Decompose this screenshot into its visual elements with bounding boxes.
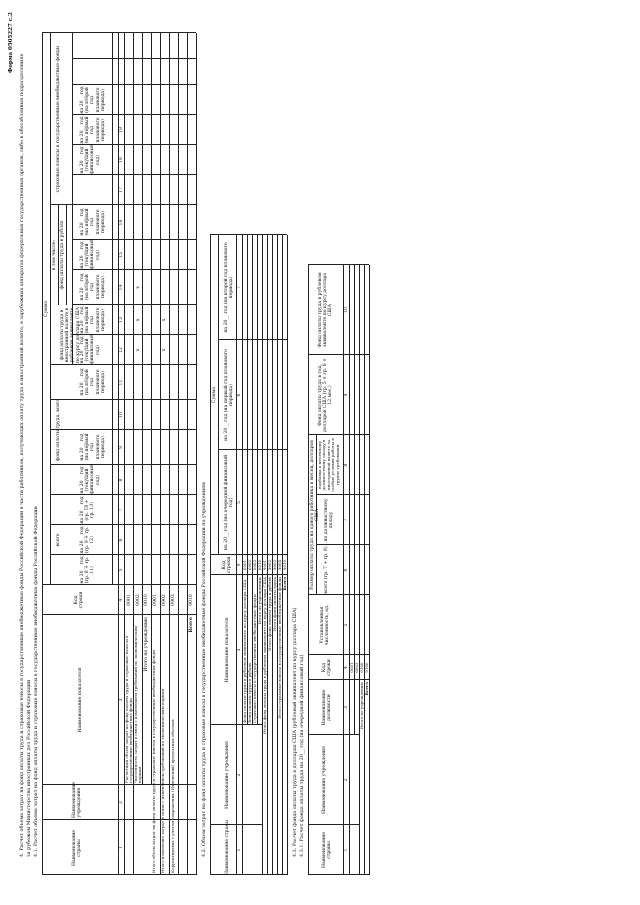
t41-colnum: 3 bbox=[119, 698, 124, 702]
t41-y0-c: на 20__ год (текущий финансовый год) bbox=[80, 333, 101, 364]
t41-colnum: 11 bbox=[119, 379, 124, 386]
t41-colnum: 13 bbox=[119, 317, 124, 323]
t41-h-rub: фонд оплаты труда в рублях bbox=[60, 220, 65, 290]
t431-colnum: 1 bbox=[344, 848, 349, 852]
t431-colnum: 2 bbox=[344, 778, 349, 782]
t41-colnum: 16 bbox=[119, 219, 124, 226]
t42-colnum: 5 bbox=[237, 501, 242, 504]
t431-h-allowance: надбавка к месячному должностному окладу в иностранной валюте за особые условия работы в группе требований bbox=[317, 438, 340, 492]
t42-colnum: 7 bbox=[237, 286, 242, 289]
t42-row-label: Итого по учреждению bbox=[257, 577, 262, 625]
t41-y0-d: на 20__ год (текущий финансовый год) bbox=[80, 238, 101, 269]
section-41-heading: 4.1. Расчет объема затрат на фонд оплаты труда и страховые взносы в государственные внебюджетные фонды Российской Федерации bbox=[33, 506, 39, 857]
t42-h-sum: Сумма bbox=[212, 386, 217, 404]
t41-y0-a: на 20__ год (гр. 8 + гр. 11) bbox=[80, 556, 96, 584]
t41-y2-b: на 20__ год (на второй год планового периода) bbox=[80, 368, 106, 396]
t41-colnum: 8 bbox=[119, 478, 124, 482]
t41-row-label: Итого по учреждению bbox=[144, 617, 149, 672]
t431-h-salary: Размер оплаты труда на одного работника в месяц, долларов США bbox=[310, 440, 321, 590]
t41-y2-c: на 20__ год (на второй год планового периода) bbox=[80, 273, 106, 301]
t41-y1-a: на 20__ год (гр. 9 + гр. 12) bbox=[80, 526, 96, 554]
t41-y1-c: на 20__ год (на первый год планового периода) bbox=[80, 306, 106, 334]
t431-h-position: Наименование должности bbox=[322, 689, 333, 726]
t431-colnum: 9 bbox=[344, 393, 349, 397]
t41-colnum: 12 bbox=[119, 347, 124, 353]
t431-h-fund-rub: Фонд оплаты труда в рублевом эквиваленте по курсу доллара США bbox=[318, 272, 334, 348]
t41-h-country: Наименование страны bbox=[72, 829, 83, 867]
t41-colnum: 2 bbox=[119, 801, 124, 804]
t431-h-official: по должностному окладу bbox=[324, 498, 335, 542]
t42-row-code: 9003 bbox=[272, 559, 277, 571]
t41-row-label: Корректировка с учетом сокращения (Изменений) предельных объемов bbox=[170, 719, 175, 873]
t431-h-code: Код строки bbox=[322, 659, 333, 676]
t431-h-institution: Наименование учреждения bbox=[322, 746, 327, 814]
t42-row-code: 9010 bbox=[282, 559, 287, 571]
t42-row-code: 9002 bbox=[267, 559, 272, 571]
t431-colnum: 3 bbox=[344, 706, 349, 709]
t431-row-label: Итого по учреждению bbox=[359, 682, 364, 730]
x-mark: х bbox=[162, 348, 167, 352]
t42-h-y2: на 20__ год (на второй год планового периода) bbox=[224, 242, 235, 333]
t41-y1-e: на 20__ год (на первый год планового периода) bbox=[80, 116, 106, 144]
section-431-heading: 4.3.1. Расчет фонда оплаты труда на 20__ год (на очередной финансовый год) bbox=[299, 654, 305, 857]
t42-row-label: Итого фонд оплаты труда в рублях bbox=[267, 577, 272, 651]
section-4-heading-cont: за рубежом Министерства иностранных дел Российской Федерации bbox=[26, 679, 32, 857]
t41-row-code: 0903 bbox=[171, 594, 176, 606]
t41-colnum: 10 bbox=[119, 412, 124, 418]
t42-colnum: 6 bbox=[237, 393, 242, 397]
section-4-heading: 4. Расчет объема затрат на фонд оплаты труда и страховые взносы в государственные внебюджетные фонды Российской Федерации в части работников, получающих оплату труда в иностранной валюте, в зарубежных аппаратах федеральных государственных органов, либо в обособленных подразделениях bbox=[19, 53, 25, 857]
t431-h-country: Наименование страны bbox=[322, 831, 333, 869]
t42-row-code: 0003 bbox=[252, 559, 257, 571]
t41-colnum: 6 bbox=[119, 538, 124, 542]
t42-h-code: Код строки bbox=[222, 556, 233, 574]
t41-colnum: 5 bbox=[119, 568, 124, 572]
t41-h-code: Код строки bbox=[74, 591, 85, 609]
t431-colnum: 8 bbox=[344, 463, 349, 467]
t41-row-code: 9010 bbox=[189, 594, 194, 606]
t41-colnum: 15 bbox=[119, 252, 124, 258]
t42-row-code: 0010 bbox=[257, 559, 262, 571]
t42-colnum: 1 bbox=[237, 848, 242, 852]
t41-h-fot-total: фонд оплаты труда, всего bbox=[56, 398, 61, 462]
t42-row-code: 9001 bbox=[262, 559, 267, 571]
t42-row-label: Фонд оплаты труда в рублях bbox=[247, 662, 252, 723]
t431-row-code: 0002 bbox=[354, 662, 359, 673]
t431-colnum: 5 bbox=[344, 623, 349, 627]
t42-colnum: 2 bbox=[237, 773, 242, 777]
t41-h-indicator: Наименование показателя bbox=[78, 667, 83, 733]
t41-colnum: 4 bbox=[119, 598, 124, 602]
t42-row-code: 0002 bbox=[247, 559, 252, 571]
t431-colnum: 7 bbox=[344, 518, 349, 522]
t42-row-label: Итого фонд оплаты труда в рублевом эквиваленте по курсу доллара США bbox=[262, 577, 267, 735]
t42-row-label: Фонд оплаты труда в рублевом эквиваленте по курсу доллара США bbox=[242, 579, 247, 723]
t41-colnum: 9 bbox=[119, 446, 124, 449]
t41-row-code: 0901 bbox=[153, 594, 158, 606]
t42-h-institution: Наименование учреждения bbox=[225, 741, 230, 809]
t431-row-code: 0100 bbox=[359, 662, 364, 673]
t41-h-ins: страховые взносы в государственные внебюджетные фонды bbox=[56, 45, 61, 193]
t41-row-code: 0002 bbox=[136, 594, 141, 606]
t42-h-country: Наименование страны bbox=[225, 819, 230, 875]
t431-colnum: 6 bbox=[344, 568, 349, 572]
t41-row-code: 0010 bbox=[144, 594, 149, 606]
t41-h-foreign: фонд оплаты труда в иностранной валюте в рублевом эквиваленте по курсу доллара США bbox=[60, 306, 81, 364]
t41-row-label: Итого объем затрат на фонд оплаты труда и страховые взносы в государственные внебюджетные фонды bbox=[151, 649, 156, 873]
t41-row-label: Всего bbox=[189, 617, 194, 633]
t41-h-total: всего bbox=[56, 533, 61, 547]
t431-row-label: Всего bbox=[364, 682, 369, 696]
t41-y2-a: на 20__ год (гр. 10 + гр. 13) bbox=[80, 496, 96, 524]
t41-y1-d: на 20__ год (на первый год планового периода) bbox=[80, 208, 106, 236]
t41-colnum: 19 bbox=[119, 127, 124, 133]
t42-row-code: 9004 bbox=[277, 559, 282, 571]
t431-h-total: всего (гр. 7 + гр. 8) bbox=[324, 546, 329, 594]
t42-colnum: 3 bbox=[237, 648, 242, 652]
t41-y2-e: на 20__ год (на второй год планового периода) bbox=[80, 86, 106, 114]
t42-colnum: 4 bbox=[237, 563, 242, 567]
section-42-heading: 4.2. Объем затрат на фонд оплаты труда и страховые взносы в государственные внебюджетные фонды Российской Федерации по учреждениям bbox=[201, 482, 207, 857]
t431-colnum: 4 bbox=[344, 666, 349, 669]
t41-colnum: 18 bbox=[119, 157, 124, 163]
t41-row-label: Расчетный объем затрат на фонд оплаты труда и страховые взносы в государственные внебюджетные фонды bbox=[124, 635, 134, 783]
x-mark: х bbox=[136, 318, 141, 322]
t42-row-label: Итого страховые взносы в государственные внебюджетные фонды bbox=[277, 577, 282, 719]
t42-h-indicator: Наименование показателя bbox=[225, 617, 230, 683]
t431-h-headcount: Установленная численность, ед. bbox=[320, 604, 331, 646]
t41-h-intl: в том числе: bbox=[52, 239, 57, 271]
t41-row-label: Численность затрат в связи с изменением требований по экономическим нормам bbox=[133, 625, 143, 783]
t41-row-label: Итого изменение затрат в связи с изменением требований по экономическим нормам bbox=[160, 688, 165, 873]
t41-row-code: 0902 bbox=[162, 594, 167, 606]
t42-row-label: Страховые взносы в государственные внебюджетные фонды bbox=[252, 594, 257, 723]
t41-colnum: 1 bbox=[119, 846, 124, 849]
t431-colnum: 10 bbox=[344, 307, 349, 313]
t41-y0-b: на 20__ год (текущий финансовый год) bbox=[80, 463, 101, 494]
x-mark: х bbox=[136, 286, 141, 289]
t41-colnum: 17 bbox=[119, 187, 124, 193]
t42-h-y1: на 20__ год (на первый год планового периода) bbox=[224, 349, 235, 441]
t431-row-code: 0001 bbox=[349, 662, 354, 673]
t42-row-label: Всего bbox=[282, 577, 287, 591]
t41-row-code: 0001 bbox=[127, 594, 132, 606]
t431-h-fund-year: Фонд оплаты труда в год, долларов США (гр. 5 × гр. 6 × 12 мес.) bbox=[318, 358, 334, 432]
t42-row-code: 0001 bbox=[242, 559, 247, 571]
section-43-heading: 4.3. Расчет фонда оплаты труда в долларах США (рублевый эквивалент по курсу доллара США) bbox=[292, 607, 298, 857]
x-mark: х bbox=[162, 318, 167, 322]
t41-colnum: 14 bbox=[119, 284, 124, 291]
t41-y0-e: на 20__ год (текущий финансовый год) bbox=[80, 143, 101, 174]
x-mark: х bbox=[136, 348, 141, 352]
t41-h-institution: Наименование учреждения bbox=[72, 781, 83, 818]
t42-h-y0: на 20__ год (на очередной финансовый год) bbox=[224, 454, 235, 551]
form-number: Форма 0505227 с.2 bbox=[8, 12, 14, 73]
t41-y1-b: на 20__ год (на первый год планового периода) bbox=[80, 433, 106, 461]
t42-row-label: Итого фонд оплаты труда bbox=[272, 577, 277, 632]
t41-colnum: 7 bbox=[119, 508, 124, 512]
t41-h-sum: Сумма bbox=[44, 300, 49, 318]
t431-row-code: 9100 bbox=[364, 662, 369, 673]
